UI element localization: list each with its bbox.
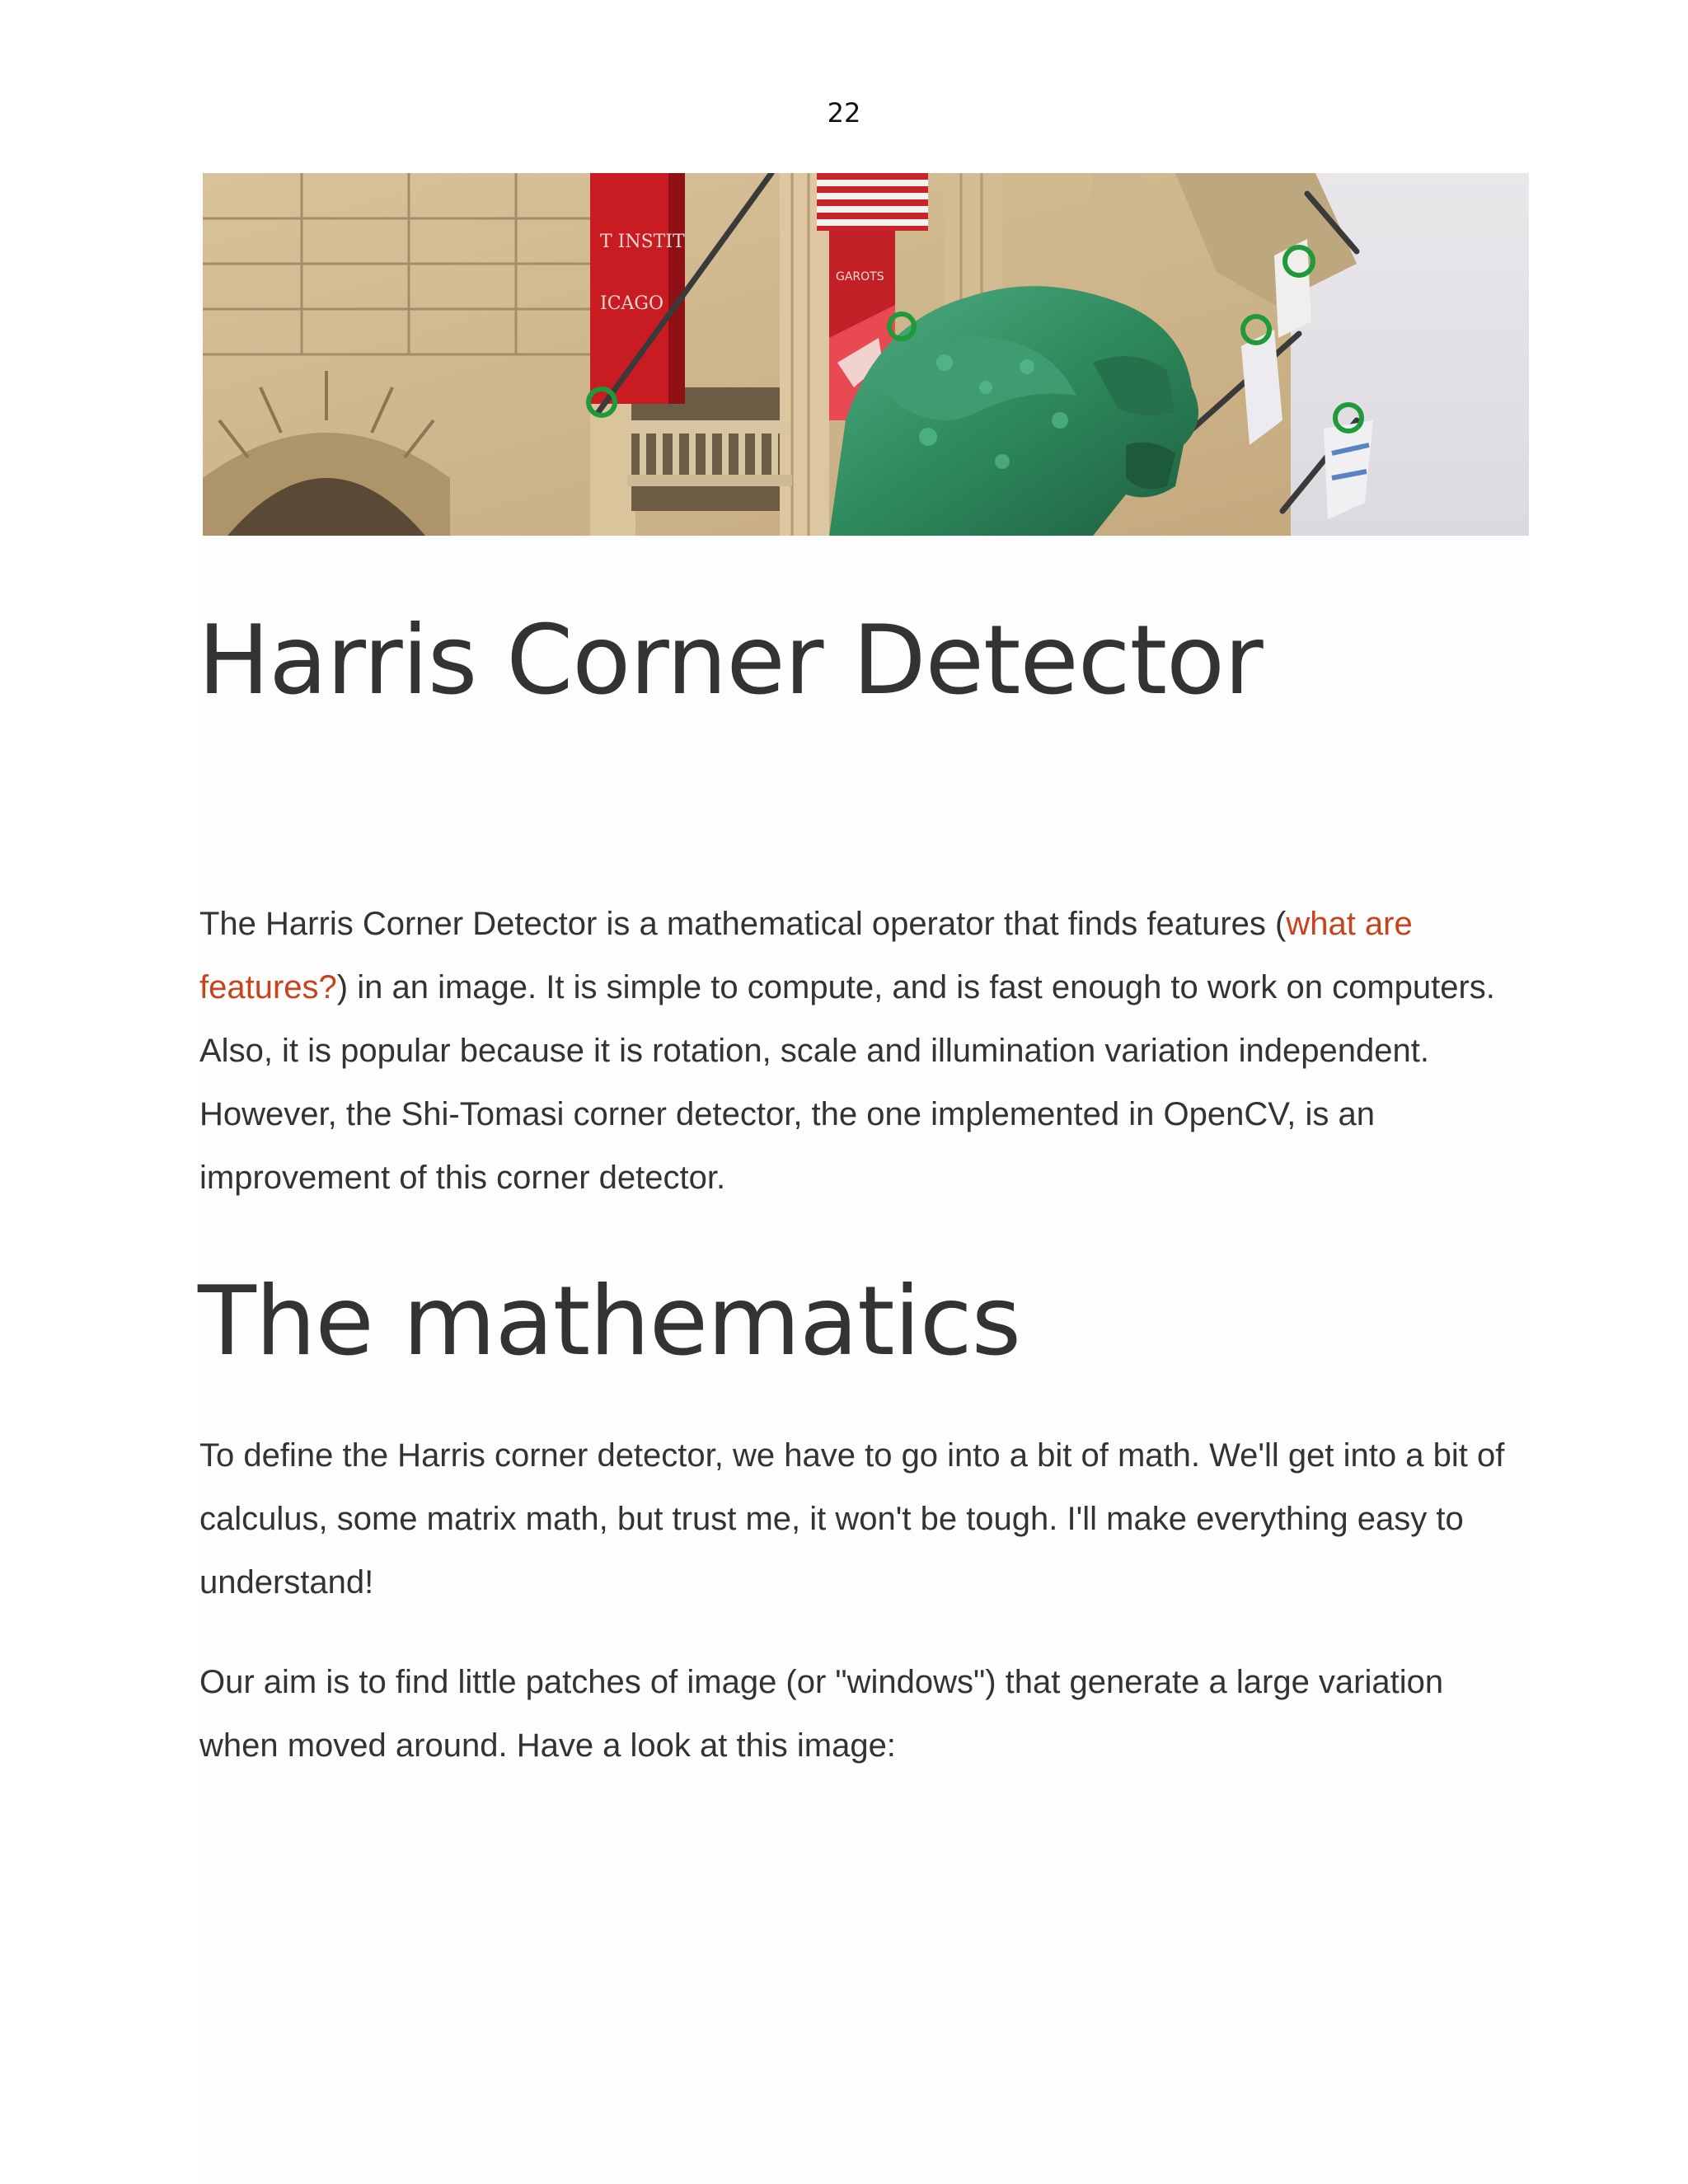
section-title-mathematics: The mathematics [198,1266,1021,1377]
section-title-harris: Harris Corner Detector [198,605,1263,716]
math-paragraph-2: Our aim is to find little patches of image (or "windows") that generate a large variation when moved around. Have a look at this image: [199,1664,1444,1764]
hero-image [203,173,1529,536]
banner-text-2: ICAGO [600,293,664,314]
banner-text-1: T INSTIT [600,232,685,252]
banner-text-3: GAROTS [836,270,884,284]
intro-text-before-link: The Harris Corner Detector is a mathematical operator that finds features ( [199,906,1287,942]
math-paragraph-1: To define the Harris corner detector, we have to go into a bit of math. We'll get into a bit of calculus, some matrix math, but trust me, it won't be tough. I'll make everything easy to understand! [199,1437,1505,1601]
what-are-features-link[interactable]: what are features? [199,906,1413,1005]
page-number: 22 [827,97,861,129]
intro-text-after-link: ) in an image. It is simple to compute, and is fast enough to work on computers. Also, it is popular because it is rotation, scale and illumination variation independent. However, the Shi-Tomasi corner detector, the one implemented in OpenCV, is an improvement of this corner detector. [199,969,1495,1196]
red-banner [590,173,685,404]
intro-paragraph [199,893,1518,1210]
